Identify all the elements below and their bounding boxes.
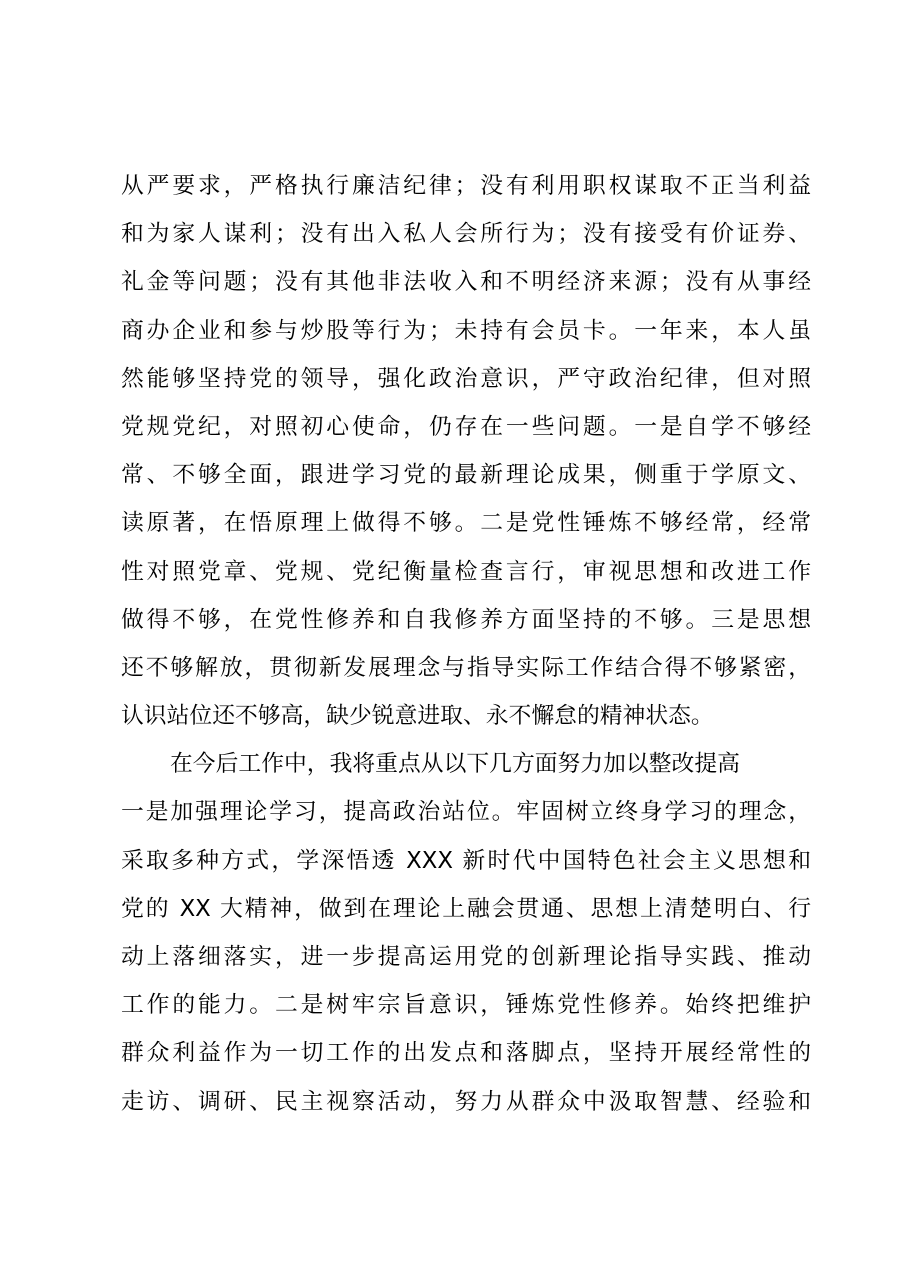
text-line: 做得不够，在党性修养和自我修养方面坚持的不够。三是思想: [121, 606, 811, 633]
text-line: 采取多种方式，学深悟透 XXX 新时代中国特色社会主义思想和: [121, 847, 811, 874]
document-body: [121, 162, 811, 1126]
text-line: 礼金等问题；没有其他非法收入和不明经济来源；没有从事经: [121, 269, 811, 296]
text-line: 党规党纪，对照初心使命，仍存在一些问题。一是自学不够经: [121, 413, 811, 440]
text-line: 性对照党章、党规、党纪衡量检查言行，审视思想和改进工作: [121, 558, 811, 585]
text-line: 和为家人谋利；没有出入私人会所行为；没有接受有价证券、: [121, 221, 811, 248]
text-line: 然能够坚持党的领导，强化政治意识，严守政治纪律，但对照: [121, 365, 811, 392]
text-line: 走访、调研、民主视察活动，努力从群众中汲取智慧、经验和: [121, 1088, 811, 1115]
text-line: 从严要求，严格执行廉洁纪律；没有利用职权谋取不正当利益: [121, 173, 811, 199]
paragraph-first-line: 在今后工作中，我将重点从以下几方面努力加以整改提高: [170, 751, 740, 778]
paragraph-end-line: 认识站位还不够高，缺少锐意进取、永不懈怠的精神状态。: [121, 703, 714, 730]
text-line: 常、不够全面，跟进学习党的最新理论成果，侧重于学原文、: [121, 462, 811, 489]
text-line: 商办企业和参与炒股等行为；未持有会员卡。一年来，本人虽: [121, 317, 811, 344]
text-line: 一是加强理论学习，提高政治站位。牢固树立终身学习的理念，: [121, 799, 811, 826]
text-line: 党的 XX 大精神，做到在理论上融会贯通、思想上清楚明白、行: [121, 895, 811, 922]
text-line: 群众利益作为一切工作的出发点和落脚点，坚持开展经常性的: [121, 1040, 811, 1067]
text-line: 动上落细落实，进一步提高运用党的创新理论指导实践、推动: [121, 944, 811, 970]
text-line: 还不够解放，贯彻新发展理念与指导实际工作结合得不够紧密，: [121, 654, 811, 681]
text-line: 工作的能力。二是树牢宗旨意识，锤炼党性修养。始终把维护: [121, 992, 811, 1019]
text-line: 读原著，在悟原理上做得不够。二是党性锤炼不够经常，经常: [121, 510, 811, 537]
